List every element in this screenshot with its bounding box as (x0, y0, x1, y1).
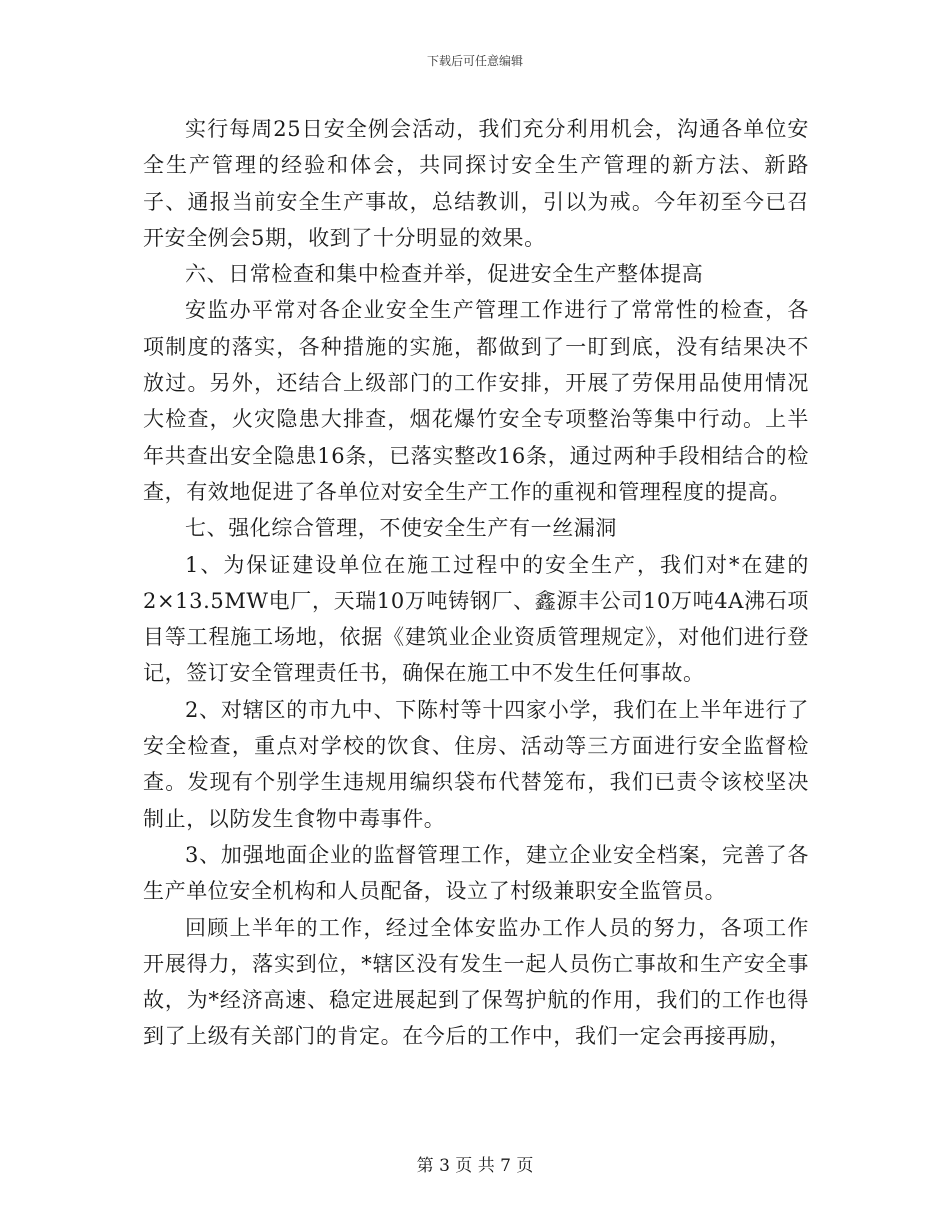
paragraph-safety-meetings: 实行每周25日安全例会活动，我们充分利用机会，沟通各单位安全生产管理的经验和体会，共同探讨安全生产管理的新方法、新路子、通报当前安全生产事故，总结教训，引以为戒。今年初至今已召开安全例会5期，收到了十分明显的效果。 (143, 117, 809, 250)
document-body (143, 111, 809, 1055)
page-number-footer: 第 3 页 共 7 页 (416, 1156, 534, 1176)
page-header-note: 下载后可任意编辑 (426, 54, 523, 68)
section-heading-7: 七、强化综合管理，不使安全生产有一丝漏洞 (185, 516, 617, 541)
paragraph-inspections: 安监办平常对各企业安全生产管理工作进行了常常性的检查，各项制度的落实，各种措施的实施，都做到了一盯到底，没有结果决不放过。另外，还结合上级部门的工作安排，开展了劳保用品使用情况大检查，火灾隐患大排查，烟花爆竹安全专项整治等集中行动。上半年共查出安全隐患16条，已落实整改16条，通过两种手段相结合的检查，有效地促进了各单位对安全生产工作的重视和管理程度的提高。 (143, 298, 809, 504)
paragraph-item-1: 1、为保证建设单位在施工过程中的安全生产，我们对*在建的2×13.5MW电厂，天瑞10万吨铸钢厂、鑫源丰公司10万吨4A沸石项目等工程施工场地，依据《建筑业企业资质管理规定》，对他们进行登记，签订安全管理责任书，确保在施工中不发生任何事故。 (143, 552, 809, 686)
paragraph-item-3: 3、加强地面企业的监督管理工作，建立企业安全档案，完善了各生产单位安全机构和人员配备，设立了村级兼职安全监管员。 (143, 842, 809, 904)
section-heading-6: 六、日常检查和集中检查并举，促进安全生产整体提高 (185, 262, 704, 287)
paragraph-review: 回顾上半年的工作，经过全体安监办工作人员的努力，各项工作开展得力，落实到位，*辖区没有发生一起人员伤亡事故和生产安全事故，为*经济高速、稳定进展起到了保驾护航的作用，我们的工作也得到了上级有关部门的肯定。在今后的工作中，我们一定会再接再励， (143, 915, 809, 1049)
paragraph-item-2: 2、对辖区的市九中、下陈村等十四家小学，我们在上半年进行了安全检查，重点对学校的饮食、住房、活动等三方面进行安全监督检查。发现有个别学生违规用编织袋布代替笼布，我们已责令该校坚决制止，以防发生食物中毒事件。 (143, 697, 809, 831)
